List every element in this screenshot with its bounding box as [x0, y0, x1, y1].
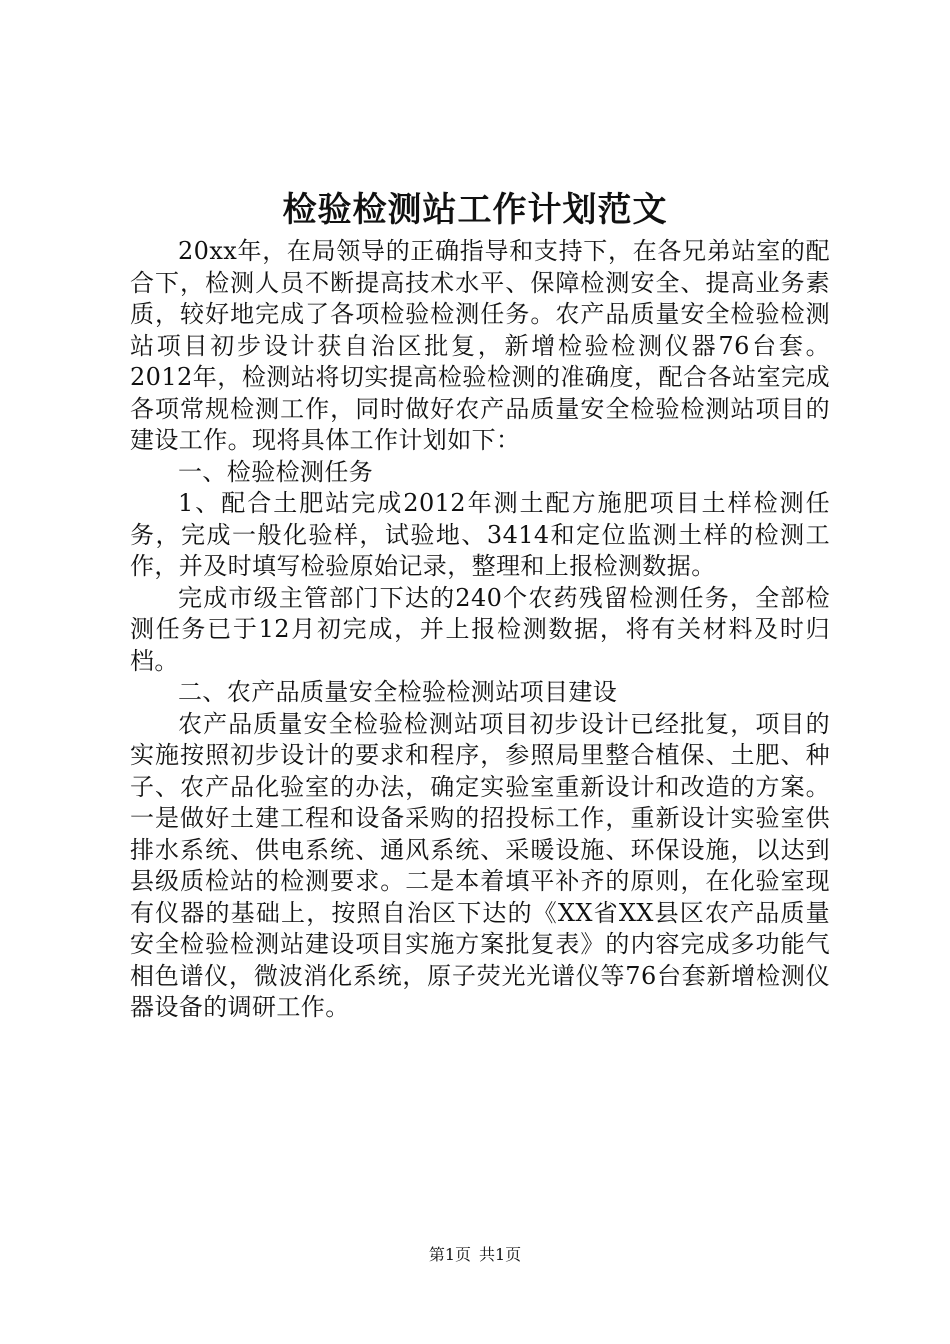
page-footer	[0, 1243, 950, 1267]
section-heading-2: 二、农产品质量安全检验检测站项目建设	[178, 678, 618, 706]
document-body	[130, 236, 830, 1024]
task-paragraph-1: 1、配合土肥站完成2012年测土配方施肥项目土样检测任务，完成一般化验样，试验地、3414和定位监测土样的检测工作，并及时填写检验原始记录，整理和上报检测数据。	[130, 489, 830, 580]
project-paragraph: 农产品质量安全检验检测站项目初步设计已经批复，项目的实施按照初步设计的要求和程序，参照局里整合植保、土肥、种子、农产品化验室的办法，确定实验室重新设计和改造的方案。一是做好土建工程和设备采购的招投标工作，重新设计实验室供排水系统、供电系统、通风系统、采暖设施、环保设施，以达到县级质检站的检测要求。二是本着填平补齐的原则，在化验室现有仪器的基础上，按照自治区下达的《XX省XX县区农产品质量安全检验检测站建设项目实施方案批复表》的内容完成多功能气相色谱仪，微波消化系统，原子荧光光谱仪等76台套新增检测仪器设备的调研工作。	[130, 709, 830, 1021]
task-paragraph-2: 完成市级主管部门下达的240个农药残留检测任务，全部检测任务已于12月初完成，并上报检测数据，将有关材料及时归档。	[130, 583, 830, 675]
page-total: 共1页	[479, 1245, 522, 1264]
section-heading-1: 一、检验检测任务	[178, 457, 374, 486]
page-number: 第1页	[428, 1245, 471, 1264]
document-title: 检验检测站工作计划范文	[282, 190, 668, 230]
intro-paragraph: 20xx年，在局领导的正确指导和支持下，在各兄弟站室的配合下，检测人员不断提高技术水平、保障检测安全、提高业务素质，较好地完成了各项检验检测任务。农产品质量安全检验检测站项目初步设计获自治区批复，新增检验检测仪器76台套。2012年，检测站将切实提高检验检测的准确度，配合各站室完成各项常规检测工作，同时做好农产品质量安全检验检测站项目的建设工作。现将具体工作计划如下：	[130, 237, 830, 454]
